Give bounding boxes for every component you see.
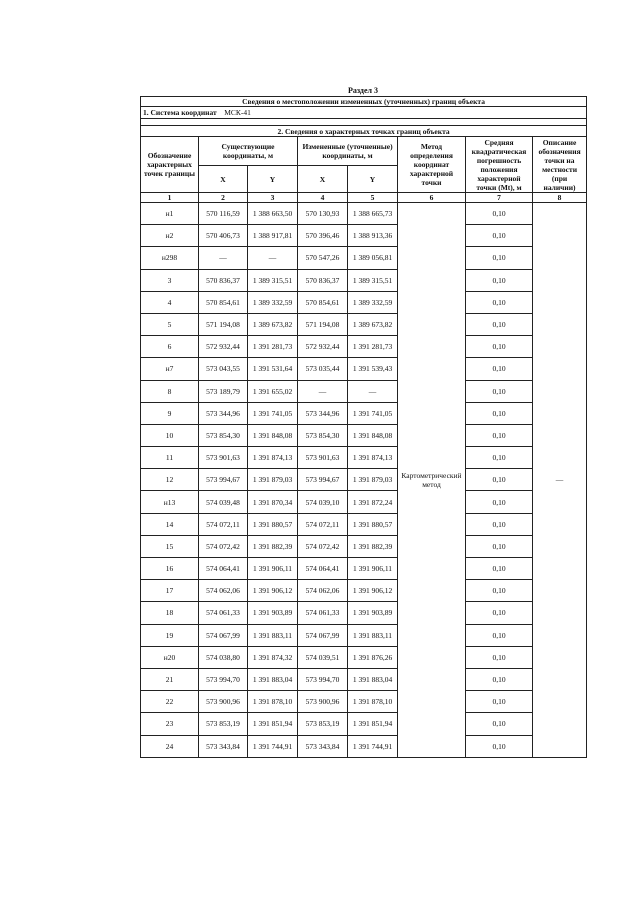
existing-x-cell: 573 853,19 xyxy=(199,713,248,735)
accuracy-cell: 0,10 xyxy=(466,424,533,446)
existing-y-cell: 1 391 883,11 xyxy=(248,624,298,646)
changed-x-cell: 573 994,70 xyxy=(298,668,348,690)
changed-x-cell: 570 396,46 xyxy=(298,225,348,247)
table-row xyxy=(141,402,587,424)
point-cell: 21 xyxy=(141,668,199,690)
column-number: 5 xyxy=(348,193,398,203)
existing-x-cell: 573 189,79 xyxy=(199,380,248,402)
accuracy-cell: 0,10 xyxy=(466,247,533,269)
existing-x-cell: 570 406,73 xyxy=(199,225,248,247)
table-row xyxy=(141,624,587,646)
existing-x-cell: 573 994,67 xyxy=(199,469,248,491)
table-row xyxy=(141,535,587,557)
point-cell: 12 xyxy=(141,469,199,491)
changed-y-cell: 1 391 539,43 xyxy=(348,358,398,380)
coord-system-value: МСК-41 xyxy=(224,108,251,117)
existing-x-cell: 574 072,42 xyxy=(199,535,248,557)
column-number: 6 xyxy=(398,193,466,203)
accuracy-cell: 0,10 xyxy=(466,336,533,358)
coord-system-label: 1. Система координат xyxy=(143,108,217,117)
table-row xyxy=(141,491,587,513)
existing-x-cell: 573 994,70 xyxy=(199,668,248,690)
section2-title: 2. Сведения о характерных точках границ объекта xyxy=(141,126,587,137)
point-cell: 15 xyxy=(141,535,199,557)
existing-y-cell: 1 391 878,10 xyxy=(248,691,298,713)
existing-y-cell: 1 391 870,34 xyxy=(248,491,298,513)
existing-x-cell: 570 854,61 xyxy=(199,291,248,313)
existing-x-cell: 574 061,33 xyxy=(199,602,248,624)
existing-y-cell: 1 391 281,73 xyxy=(248,336,298,358)
existing-y-cell: 1 389 332,59 xyxy=(248,291,298,313)
accuracy-cell: 0,10 xyxy=(466,269,533,291)
changed-y-cell: 1 389 315,51 xyxy=(348,269,398,291)
existing-x-cell: 573 343,84 xyxy=(199,735,248,757)
changed-x-cell: 574 064,41 xyxy=(298,558,348,580)
table-row xyxy=(141,447,587,469)
column-number: 2 xyxy=(199,193,248,203)
existing-x-cell: 570 116,59 xyxy=(199,203,248,225)
accuracy-cell: 0,10 xyxy=(466,535,533,557)
table-row xyxy=(141,291,587,313)
column-number: 7 xyxy=(466,193,533,203)
changed-x-cell: 571 194,08 xyxy=(298,313,348,335)
changed-y-cell: 1 391 906,11 xyxy=(348,558,398,580)
point-cell: 16 xyxy=(141,558,199,580)
column-number: 3 xyxy=(248,193,298,203)
table-row xyxy=(141,247,587,269)
changed-x-cell: 574 072,11 xyxy=(298,513,348,535)
existing-x-cell: 574 062,06 xyxy=(199,580,248,602)
existing-x-cell: 574 038,80 xyxy=(199,646,248,668)
changed-y-cell: 1 391 878,10 xyxy=(348,691,398,713)
existing-y-cell: 1 391 906,12 xyxy=(248,580,298,602)
table-row xyxy=(141,469,587,491)
changed-x-cell: 573 853,19 xyxy=(298,713,348,735)
changed-y-cell: 1 391 882,39 xyxy=(348,535,398,557)
existing-y-cell: 1 391 879,03 xyxy=(248,469,298,491)
changed-x-cell: 570 547,26 xyxy=(298,247,348,269)
header-description: Описание обозначения точки на местности (при наличии) xyxy=(533,137,587,193)
header-existing-y: Y xyxy=(248,166,298,193)
accuracy-cell: 0,10 xyxy=(466,580,533,602)
point-cell: 8 xyxy=(141,380,199,402)
changed-y-cell: 1 391 883,11 xyxy=(348,624,398,646)
accuracy-cell: 0,10 xyxy=(466,358,533,380)
existing-x-cell: 573 901,63 xyxy=(199,447,248,469)
header-method: Метод определения координат характерной точки xyxy=(398,137,466,193)
point-cell: н20 xyxy=(141,646,199,668)
changed-y-cell: 1 391 851,94 xyxy=(348,713,398,735)
changed-y-cell: 1 391 741,05 xyxy=(348,402,398,424)
changed-y-cell: 1 391 876,26 xyxy=(348,646,398,668)
changed-y-cell: 1 388 913,36 xyxy=(348,225,398,247)
point-cell: 6 xyxy=(141,336,199,358)
changed-y-cell: 1 391 903,89 xyxy=(348,602,398,624)
point-cell: 19 xyxy=(141,624,199,646)
existing-y-cell: 1 391 882,39 xyxy=(248,535,298,557)
changed-y-cell: 1 389 673,82 xyxy=(348,313,398,335)
point-cell: 18 xyxy=(141,602,199,624)
table-row xyxy=(141,558,587,580)
changed-y-cell: 1 391 880,57 xyxy=(348,513,398,535)
point-cell: 11 xyxy=(141,447,199,469)
point-cell: 3 xyxy=(141,269,199,291)
table-row xyxy=(141,513,587,535)
accuracy-cell: 0,10 xyxy=(466,447,533,469)
changed-x-cell: 573 035,44 xyxy=(298,358,348,380)
existing-y-cell: 1 391 880,57 xyxy=(248,513,298,535)
changed-x-cell: 573 901,63 xyxy=(298,447,348,469)
existing-y-cell: 1 391 531,64 xyxy=(248,358,298,380)
existing-x-cell: 573 043,55 xyxy=(199,358,248,380)
column-number: 8 xyxy=(533,193,587,203)
changed-x-cell: 574 039,51 xyxy=(298,646,348,668)
existing-y-cell: 1 391 874,32 xyxy=(248,646,298,668)
changed-x-cell: 574 061,33 xyxy=(298,602,348,624)
point-cell: н2 xyxy=(141,225,199,247)
table-row xyxy=(141,580,587,602)
changed-x-cell: 573 343,84 xyxy=(298,735,348,757)
accuracy-cell: 0,10 xyxy=(466,713,533,735)
existing-x-cell: 573 344,96 xyxy=(199,402,248,424)
existing-y-cell: 1 391 903,89 xyxy=(248,602,298,624)
existing-x-cell: 574 039,48 xyxy=(199,491,248,513)
table-row xyxy=(141,380,587,402)
point-cell: 17 xyxy=(141,580,199,602)
existing-y-cell: 1 391 744,91 xyxy=(248,735,298,757)
coord-system-row xyxy=(141,107,587,119)
spacer-row xyxy=(141,119,587,126)
existing-y-cell: — xyxy=(248,247,298,269)
header-changed-y: Y xyxy=(348,166,398,193)
point-cell: н7 xyxy=(141,358,199,380)
changed-x-cell: — xyxy=(298,380,348,402)
existing-x-cell: 574 072,11 xyxy=(199,513,248,535)
existing-y-cell: 1 391 851,94 xyxy=(248,713,298,735)
info-title: Сведения о местоположении измененных (уточненных) границ объекта xyxy=(141,97,587,107)
point-cell: н1 xyxy=(141,203,199,225)
boundary-points-table xyxy=(140,96,587,758)
changed-y-cell: 1 391 879,03 xyxy=(348,469,398,491)
existing-y-cell: 1 391 655,02 xyxy=(248,380,298,402)
point-cell: 24 xyxy=(141,735,199,757)
table-row xyxy=(141,668,587,690)
changed-y-cell: 1 391 281,73 xyxy=(348,336,398,358)
table-row xyxy=(141,336,587,358)
changed-x-cell: 572 932,44 xyxy=(298,336,348,358)
header-accuracy: Средняя квадратическая погрешность положения характерной точки (Mt), м xyxy=(466,137,533,193)
changed-y-cell: 1 391 848,08 xyxy=(348,424,398,446)
changed-x-cell: 574 062,06 xyxy=(298,580,348,602)
point-cell: 23 xyxy=(141,713,199,735)
table-row xyxy=(141,646,587,668)
changed-x-cell: 573 344,96 xyxy=(298,402,348,424)
column-number: 1 xyxy=(141,193,199,203)
accuracy-cell: 0,10 xyxy=(466,735,533,757)
changed-y-cell: — xyxy=(348,380,398,402)
accuracy-cell: 0,10 xyxy=(466,291,533,313)
existing-y-cell: 1 391 848,08 xyxy=(248,424,298,446)
table-row xyxy=(141,313,587,335)
existing-y-cell: 1 389 315,51 xyxy=(248,269,298,291)
existing-y-cell: 1 391 874,13 xyxy=(248,447,298,469)
changed-y-cell: 1 391 883,04 xyxy=(348,668,398,690)
accuracy-cell: 0,10 xyxy=(466,491,533,513)
accuracy-cell: 0,10 xyxy=(466,313,533,335)
existing-y-cell: 1 391 906,11 xyxy=(248,558,298,580)
changed-x-cell: 570 130,93 xyxy=(298,203,348,225)
changed-y-cell: 1 389 332,59 xyxy=(348,291,398,313)
accuracy-cell: 0,10 xyxy=(466,469,533,491)
accuracy-cell: 0,10 xyxy=(466,380,533,402)
existing-x-cell: 572 932,44 xyxy=(199,336,248,358)
point-cell: н298 xyxy=(141,247,199,269)
changed-x-cell: 574 072,42 xyxy=(298,535,348,557)
changed-y-cell: 1 391 744,91 xyxy=(348,735,398,757)
point-cell: 10 xyxy=(141,424,199,446)
changed-x-cell: 570 836,37 xyxy=(298,269,348,291)
existing-y-cell: 1 388 663,50 xyxy=(248,203,298,225)
existing-y-cell: 1 389 673,82 xyxy=(248,313,298,335)
description-cell: — xyxy=(533,203,587,758)
point-cell: н13 xyxy=(141,491,199,513)
accuracy-cell: 0,10 xyxy=(466,203,533,225)
header-changed-coords: Измененные (уточненные) координаты, м xyxy=(298,137,398,166)
point-cell: 14 xyxy=(141,513,199,535)
existing-x-cell: 571 194,08 xyxy=(199,313,248,335)
table-row xyxy=(141,691,587,713)
existing-x-cell: 573 900,96 xyxy=(199,691,248,713)
changed-x-cell: 573 994,67 xyxy=(298,469,348,491)
accuracy-cell: 0,10 xyxy=(466,646,533,668)
accuracy-cell: 0,10 xyxy=(466,691,533,713)
table-row xyxy=(141,713,587,735)
existing-y-cell: 1 388 917,81 xyxy=(248,225,298,247)
accuracy-cell: 0,10 xyxy=(466,602,533,624)
table-row xyxy=(141,358,587,380)
changed-x-cell: 573 900,96 xyxy=(298,691,348,713)
accuracy-cell: 0,10 xyxy=(466,225,533,247)
table-row xyxy=(141,203,587,225)
changed-x-cell: 570 854,61 xyxy=(298,291,348,313)
point-cell: 9 xyxy=(141,402,199,424)
table-row xyxy=(141,602,587,624)
changed-y-cell: 1 391 872,24 xyxy=(348,491,398,513)
changed-x-cell: 574 039,10 xyxy=(298,491,348,513)
table-row xyxy=(141,735,587,757)
accuracy-cell: 0,10 xyxy=(466,513,533,535)
accuracy-cell: 0,10 xyxy=(466,558,533,580)
existing-y-cell: 1 391 883,04 xyxy=(248,668,298,690)
accuracy-cell: 0,10 xyxy=(466,668,533,690)
header-point-designation: Обозначение характерных точек границы xyxy=(141,137,199,193)
table-row xyxy=(141,225,587,247)
changed-y-cell: 1 391 874,13 xyxy=(348,447,398,469)
table-row xyxy=(141,424,587,446)
point-cell: 5 xyxy=(141,313,199,335)
changed-y-cell: 1 391 906,12 xyxy=(348,580,398,602)
column-number: 4 xyxy=(298,193,348,203)
existing-y-cell: 1 391 741,05 xyxy=(248,402,298,424)
changed-y-cell: 1 388 665,73 xyxy=(348,203,398,225)
table-row xyxy=(141,269,587,291)
changed-y-cell: 1 389 056,81 xyxy=(348,247,398,269)
point-cell: 4 xyxy=(141,291,199,313)
accuracy-cell: 0,10 xyxy=(466,624,533,646)
changed-x-cell: 574 067,99 xyxy=(298,624,348,646)
header-changed-x: X xyxy=(298,166,348,193)
existing-x-cell: 574 067,99 xyxy=(199,624,248,646)
method-cell: Картометрический метод xyxy=(398,203,466,758)
section-title: Раздел 3 xyxy=(347,86,379,95)
accuracy-cell: 0,10 xyxy=(466,402,533,424)
existing-x-cell: 574 064,41 xyxy=(199,558,248,580)
header-existing-coords: Существующие координаты, м xyxy=(199,137,298,166)
existing-x-cell: — xyxy=(199,247,248,269)
changed-x-cell: 573 854,30 xyxy=(298,424,348,446)
existing-x-cell: 573 854,30 xyxy=(199,424,248,446)
header-existing-x: X xyxy=(199,166,248,193)
point-cell: 22 xyxy=(141,691,199,713)
existing-x-cell: 570 836,37 xyxy=(199,269,248,291)
